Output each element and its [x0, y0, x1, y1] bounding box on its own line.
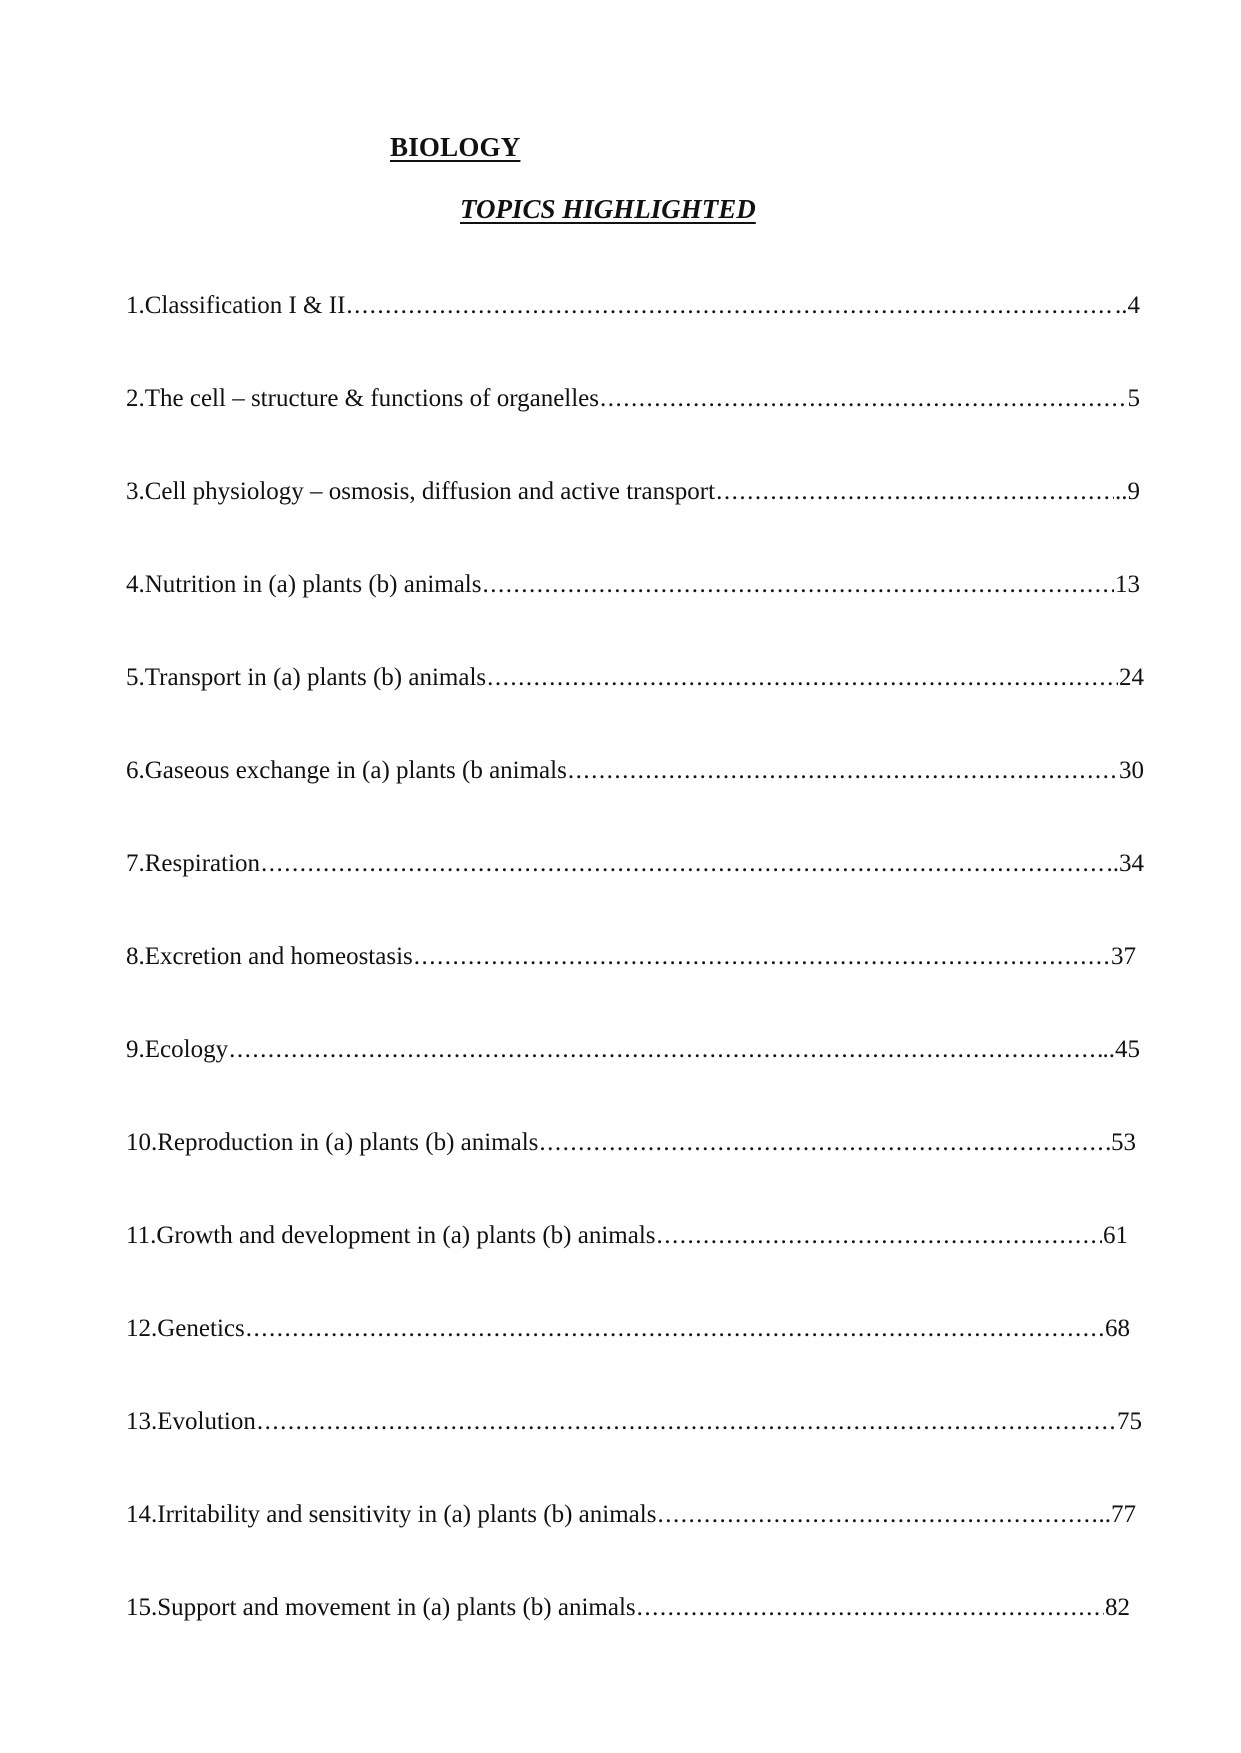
toc-leader-dots [568, 757, 1118, 785]
toc-item-label: Nutrition in (a) plants (b) animals [144, 571, 482, 598]
toc-item [126, 943, 1136, 979]
toc-item-label: Growth and development in (a) plants (b) animals [156, 1222, 656, 1249]
toc-item [126, 1129, 1136, 1165]
toc-leader-dots [716, 478, 1114, 506]
toc-leader-dots [657, 1222, 1103, 1250]
toc-leader-dots [261, 850, 1105, 878]
toc-item [126, 1594, 1130, 1630]
toc-item-label: Reproduction in (a) plants (b) animals [157, 1129, 539, 1156]
toc-item-label: Ecology [144, 1036, 229, 1063]
toc-item-page: 5 [1127, 385, 1140, 412]
toc-item [126, 757, 1144, 793]
toc-item-number: 10. [126, 1129, 158, 1156]
toc-item [126, 1501, 1136, 1537]
document-title: BIOLOGY [390, 132, 521, 162]
toc-item-page: 68 [1105, 1315, 1130, 1342]
toc-item-page: 61 [1103, 1222, 1128, 1249]
toc-item [126, 664, 1144, 700]
toc-item [126, 478, 1140, 514]
toc-item-label: The cell – structure & functions of organelles [144, 385, 600, 412]
toc-leader-dots [346, 292, 1114, 320]
toc-item-number: 8. [126, 943, 145, 970]
document-subtitle: TOPICS HIGHLIGHTED [460, 194, 756, 224]
toc-item-label: Irritability and sensitivity in (a) plants (b) animals [157, 1501, 657, 1528]
toc-item-number: 3. [126, 478, 145, 505]
toc-item-label: Transport in (a) plants (b) animals [144, 664, 487, 691]
toc-item [126, 1315, 1130, 1351]
toc-item [126, 385, 1140, 421]
toc-leader-dots [600, 385, 1126, 413]
toc-item-page: 13 [1115, 571, 1140, 598]
toc-item-label: Evolution [157, 1408, 256, 1435]
toc-leader-dots [414, 943, 1110, 971]
toc-item-label: Respiration [144, 850, 261, 877]
toc-item-number: 1. [126, 292, 145, 319]
toc-item-label: Genetics [157, 1315, 245, 1342]
toc-item-page: 53 [1111, 1129, 1136, 1156]
toc-item-number: 5. [126, 664, 145, 691]
toc-leader-dots [657, 1501, 1097, 1529]
toc-leader-dots [487, 664, 1118, 692]
toc-leader-dots [257, 1408, 1116, 1436]
toc-item-number: 9. [126, 1036, 145, 1063]
toc-item-number: 15. [126, 1594, 158, 1621]
toc-item-label: Gaseous exchange in (a) plants (b animals [144, 757, 567, 784]
toc-item-page: 75 [1117, 1408, 1142, 1435]
toc-item-label: Classification I & II [144, 292, 346, 319]
toc-leader-dots [229, 1036, 1101, 1064]
toc-item-page: ..77 [1098, 1501, 1136, 1528]
toc-item-page: 37 [1111, 943, 1136, 970]
toc-item-number: 7. [126, 850, 145, 877]
toc-leader-dots [637, 1594, 1104, 1622]
toc-item-label: Excretion and homeostasis [144, 943, 413, 970]
toc-item-page: 24 [1119, 664, 1144, 691]
toc-item-page: ..4 [1115, 292, 1140, 319]
toc-item [126, 571, 1140, 607]
toc-item-page: ..34 [1106, 850, 1144, 877]
toc-item-page: 30 [1119, 757, 1144, 784]
toc-item-number: 12. [126, 1315, 158, 1342]
toc-item-label: Support and movement in (a) plants (b) animals [157, 1594, 636, 1621]
toc-leader-dots [246, 1315, 1104, 1343]
toc-item-number: 13. [126, 1408, 158, 1435]
toc-item-number: 4. [126, 571, 145, 598]
toc-item [126, 292, 1140, 328]
toc-item-label: Cell physiology – osmosis, diffusion and active transport [144, 478, 716, 505]
toc-item-page: ..9 [1115, 478, 1140, 505]
toc-item [126, 1222, 1128, 1258]
toc-leader-dots [482, 571, 1114, 599]
toc-item-number: 2. [126, 385, 145, 412]
toc-item-number: 6. [126, 757, 145, 784]
toc-item-number: 11. [126, 1222, 157, 1249]
toc-item-page: ..45 [1102, 1036, 1140, 1063]
toc-item [126, 850, 1144, 886]
toc-item-page: 82 [1105, 1594, 1130, 1621]
toc-leader-dots [539, 1129, 1110, 1157]
toc-item-number: 14. [126, 1501, 158, 1528]
toc-item [126, 1036, 1140, 1072]
toc-item [126, 1408, 1142, 1444]
